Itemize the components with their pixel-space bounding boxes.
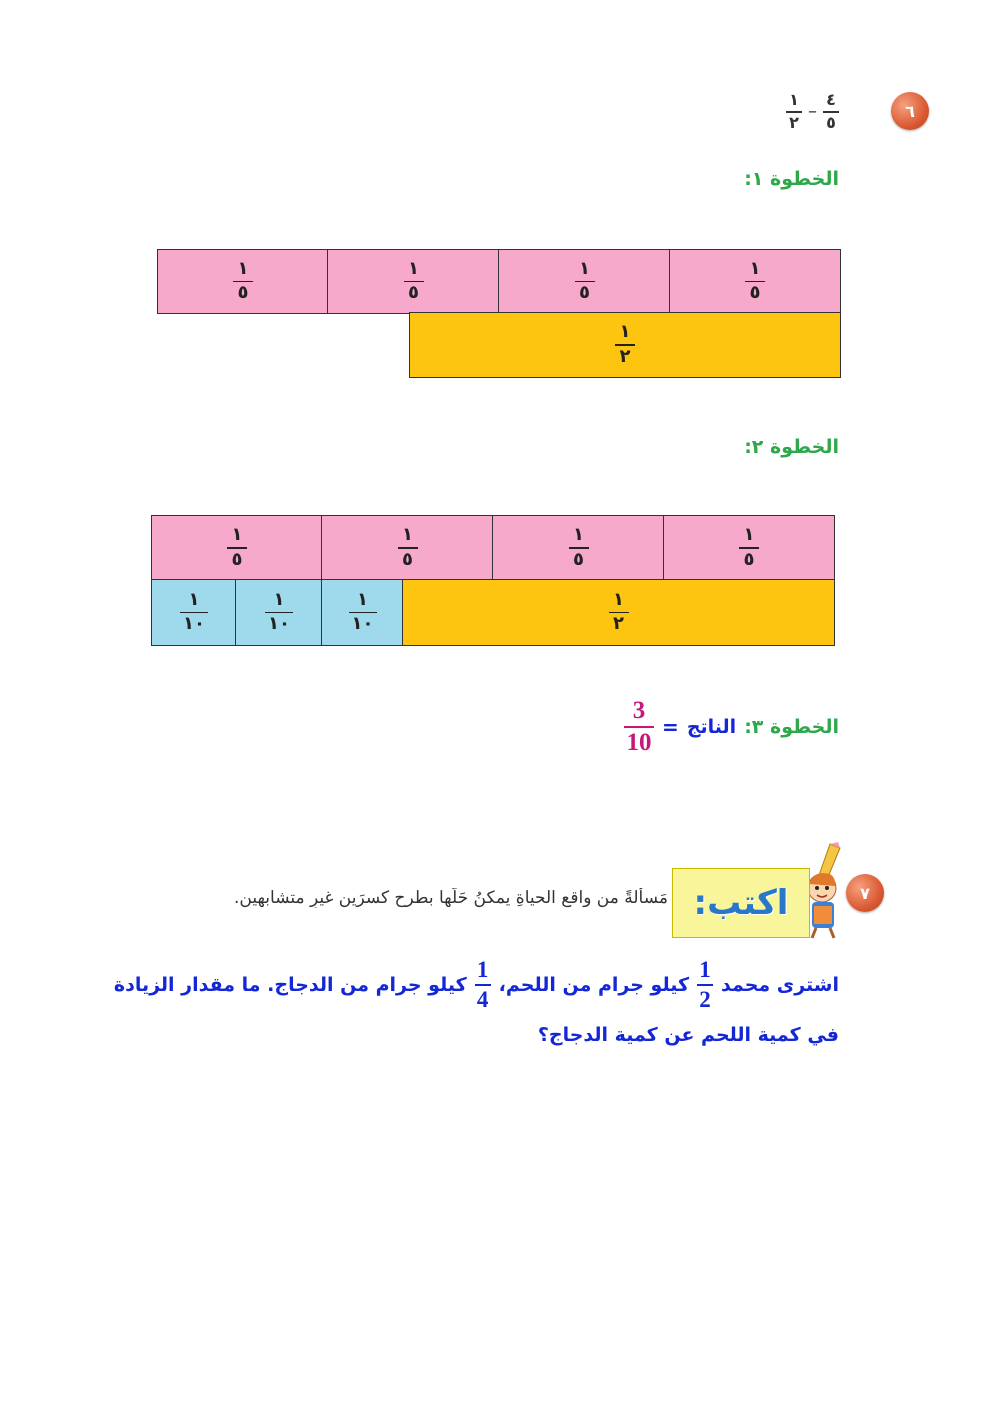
fifth-block: $\frac{١}{٥}$	[327, 249, 500, 314]
fraction-quarter-kg: $\frac{1}{4}$	[475, 958, 491, 1012]
answer-part-2: كيلو جرام من اللحم،	[498, 974, 690, 997]
fifth-block: $\frac{١}{٥}$	[669, 249, 841, 314]
step2-label: الخطوة ٢:	[744, 436, 839, 458]
answer-part-3: كيلو جرام من الدجاج. ما مقدار الزيادة	[113, 974, 467, 997]
tenth-block: $\frac{١}{١٠}$	[235, 579, 323, 646]
write-label-box	[672, 868, 810, 938]
fraction-one-half: $\frac{١}{٢}$	[786, 92, 802, 132]
problem-number: ٦	[905, 101, 915, 121]
answer-part-1: اشترى محمد	[721, 974, 839, 997]
minus-sign: –	[808, 101, 817, 123]
step3-label: الخطوة ٣:	[744, 716, 839, 739]
half-block: $\frac{١}{٢}$	[402, 579, 835, 646]
fraction-half-kg: $\frac{1}{2}$	[697, 958, 713, 1012]
tenth-block: $\frac{١}{١٠}$	[151, 579, 237, 646]
fifth-block: $\frac{١}{٥}$	[492, 515, 665, 581]
fifth-block: $\frac{١}{٥}$	[663, 515, 835, 581]
fraction-four-fifths: $\frac{٤}{٥}$	[823, 92, 839, 132]
fifth-block: $\frac{١}{٥}$	[321, 515, 494, 581]
half-block: $\frac{١}{٢}$	[409, 312, 841, 378]
problem-number-badge	[846, 874, 884, 912]
fifth-block: $\frac{١}{٥}$	[151, 515, 323, 581]
problem-number-badge	[891, 92, 929, 130]
step3-row	[624, 698, 839, 757]
subtraction-expression	[786, 92, 839, 132]
result-label: الناتج	[686, 716, 737, 739]
tenth-block: $\frac{١}{١٠}$	[321, 579, 404, 646]
fifth-block: $\frac{١}{٥}$	[157, 249, 329, 314]
write-label: اكتب:	[693, 883, 789, 923]
answer-line-2: في كمية اللحم عن كمية الدجاج؟	[537, 1024, 839, 1046]
step1-label: الخطوة ١:	[744, 168, 839, 190]
fifth-block: $\frac{١}{٥}$	[498, 249, 671, 314]
equals-sign: =	[662, 715, 679, 740]
result-fraction: $\frac{3}{10}$	[624, 698, 654, 757]
problem-number: ٧	[860, 883, 870, 903]
answer-line-1	[114, 958, 839, 1012]
write-prompt: مَسألةً من واقعِ الحياةِ يمكنُ حَلُّها بطرحِ كسرَينِ غيرِ متشابهينِ.	[233, 888, 668, 908]
